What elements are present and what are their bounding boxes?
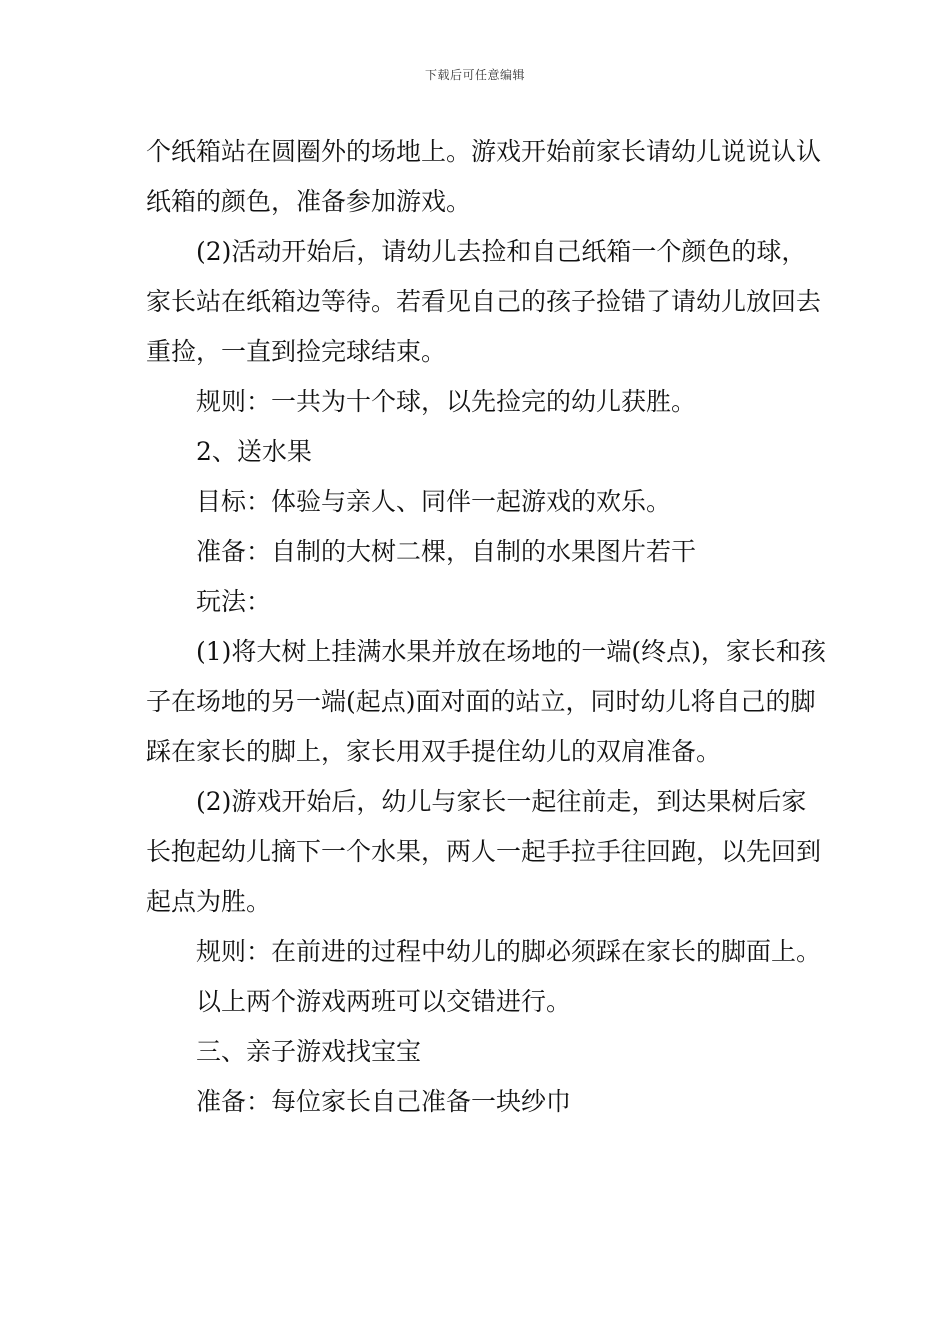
paragraph: (1)将大树上挂满水果并放在场地的一端(终点)，家长和孩子在场地的另一端(起点)面对面的站立，同时幼儿将自己的脚踩在家长的脚上，家长用双手提住幼儿的双肩准备。 xyxy=(146,637,826,766)
paragraph: 个纸箱站在圆圈外的场地上。游戏开始前家长请幼儿说说认认纸箱的颜色，准备参加游戏。 xyxy=(146,137,822,216)
paragraph: 规则：一共为十个球，以先捡完的幼儿获胜。 xyxy=(196,387,697,416)
document-body xyxy=(146,127,826,1127)
paragraph: (2)活动开始后，请幼儿去捡和自己纸箱一个颜色的球，家长站在纸箱边等待。若看见自己的孩子捡错了请幼儿放回去重捡，一直到捡完球结束。 xyxy=(146,237,822,366)
paragraph: 准备：自制的大树二棵，自制的水果图片若干 xyxy=(196,537,697,566)
paragraph: 以上两个游戏两班可以交错进行。 xyxy=(196,987,572,1016)
header-note: 下载后可任意编辑 xyxy=(424,68,525,82)
section-heading: 2、送水果 xyxy=(196,437,312,466)
paragraph: 准备：每位家长自己准备一块纱巾 xyxy=(196,1087,572,1116)
section-heading: 三、亲子游戏找宝宝 xyxy=(196,1037,422,1066)
paragraph: 规则：在前进的过程中幼儿的脚必须踩在家长的脚面上。 xyxy=(196,937,822,966)
paragraph: 玩法： xyxy=(196,587,272,616)
paragraph: (2)游戏开始后，幼儿与家长一起往前走，到达果树后家长抱起幼儿摘下一个水果，两人一起手拉手往回跑，以先回到起点为胜。 xyxy=(146,787,822,916)
paragraph: 目标：体验与亲人、同伴一起游戏的欢乐。 xyxy=(196,487,672,516)
